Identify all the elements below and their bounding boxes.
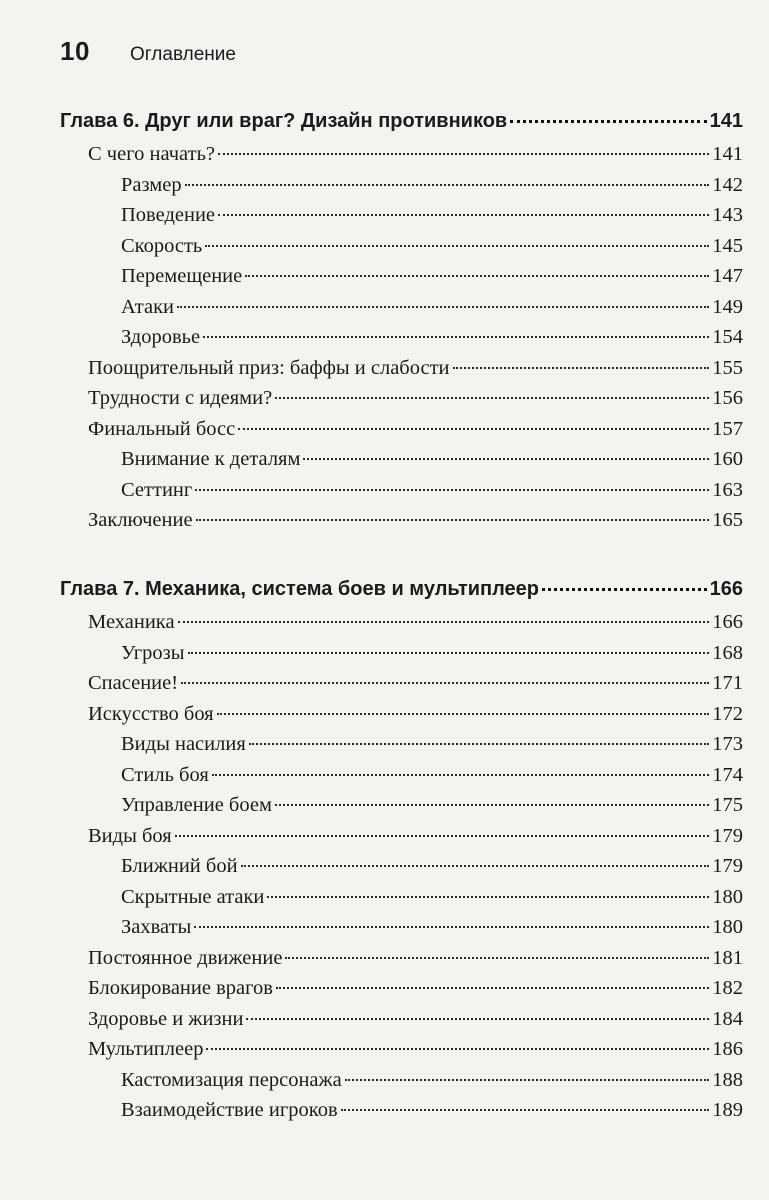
toc-subsection-title: Стиль боя	[121, 763, 209, 786]
chapter-heading-page: 166	[709, 578, 743, 600]
dot-leader	[218, 214, 709, 216]
toc-subsection-title: Внимание к деталям	[121, 448, 301, 470]
dot-leader	[218, 153, 709, 155]
chapter-heading	[60, 110, 743, 140]
toc-section	[88, 387, 743, 417]
toc-subsection-title: Захваты	[121, 916, 192, 938]
toc-subsection-title: Ближний бой	[121, 855, 238, 877]
toc-subsection	[121, 235, 743, 265]
dot-leader	[188, 652, 710, 654]
toc-section-title: Механика	[88, 611, 175, 633]
page-number: 10	[60, 36, 90, 66]
toc-subsection-page: 147	[712, 265, 743, 287]
toc-subsection	[121, 1099, 743, 1129]
toc-subsection-title: Размер	[121, 173, 182, 196]
toc-section-title: Трудности с идеями?	[88, 387, 273, 409]
dot-leader	[345, 1079, 709, 1081]
toc-section	[88, 509, 743, 539]
toc-section	[88, 611, 743, 641]
toc-subsection	[121, 855, 743, 885]
toc-subsection	[121, 733, 743, 763]
toc-section-page: 179	[712, 824, 743, 847]
dot-leader	[341, 1109, 710, 1111]
chapter-heading-page: 141	[709, 110, 743, 132]
dot-leader	[203, 336, 709, 338]
dot-leader	[246, 1018, 709, 1020]
toc-subsection	[121, 174, 743, 204]
toc-subsection-page: 154	[712, 326, 743, 348]
dot-leader	[245, 275, 709, 277]
toc-section-title: Поощрительный приз: баффы и слабости	[88, 356, 450, 379]
dot-leader	[177, 306, 709, 308]
toc-section-title: Постоянное движение	[88, 946, 283, 969]
dot-leader	[178, 621, 710, 623]
toc-section-title: Виды боя	[88, 824, 172, 847]
dot-leader	[181, 682, 709, 684]
toc-subsection-title: Здоровье	[121, 326, 201, 348]
toc-section	[88, 703, 743, 733]
toc-subsection-title: Атаки	[121, 295, 175, 318]
toc-section	[88, 357, 743, 387]
toc-subsection-title: Скорость	[121, 234, 203, 257]
toc-section-title: Искусство боя	[88, 702, 214, 725]
dot-leader	[285, 957, 709, 959]
toc-section-page: 172	[712, 702, 743, 725]
dot-leader	[249, 743, 710, 745]
toc-subsection-title: Виды насилия	[121, 733, 246, 755]
toc-section-title: Мультиплеер	[88, 1038, 204, 1060]
toc-section	[88, 1008, 743, 1038]
toc-section-page: 141	[712, 143, 743, 165]
dot-leader	[510, 120, 706, 123]
toc-section-title: Заключение	[88, 509, 193, 531]
toc-subsection-page: 179	[712, 855, 743, 877]
chapter-heading-title: Глава 7. Механика, система боев и мультиплеер	[60, 578, 540, 600]
dot-leader	[206, 1048, 709, 1050]
dot-leader	[276, 987, 709, 989]
toc-subsection-title: Перемещение	[121, 265, 243, 287]
toc-section-page: 184	[712, 1007, 743, 1030]
dot-leader	[196, 519, 710, 521]
toc-subsection-title: Управление боем	[121, 794, 272, 816]
dot-leader	[205, 245, 709, 247]
toc-subsection-page: 175	[712, 794, 743, 816]
toc-section-page: 171	[712, 672, 743, 694]
toc-subsection-title: Взаимодействие игроков	[121, 1099, 338, 1121]
dot-leader	[275, 397, 709, 399]
dot-leader	[275, 804, 709, 806]
dot-leader	[453, 367, 710, 369]
toc-section	[88, 977, 743, 1007]
dot-leader	[241, 865, 710, 867]
dot-leader	[303, 458, 709, 460]
toc-section	[88, 672, 743, 702]
toc-subsection-page: 143	[712, 204, 743, 226]
toc-subsection	[121, 916, 743, 946]
toc-section-title: Здоровье и жизни	[88, 1007, 244, 1030]
toc-section	[88, 418, 743, 448]
toc-subsection-page: 163	[712, 478, 743, 501]
toc-subsection-title: Угрозы	[121, 641, 185, 664]
dot-leader	[194, 926, 709, 928]
toc-subsection	[121, 1069, 743, 1099]
toc-subsection	[121, 642, 743, 672]
toc-subsection	[121, 764, 743, 794]
toc-section	[88, 825, 743, 855]
dot-leader	[175, 835, 710, 837]
toc-subsection-page: 173	[712, 733, 743, 755]
toc-subsection	[121, 886, 743, 916]
dot-leader	[238, 428, 709, 430]
toc-subsection-title: Скрытные атаки	[121, 885, 265, 908]
toc-subsection	[121, 265, 743, 295]
toc-section	[88, 1038, 743, 1068]
dot-leader	[185, 184, 710, 186]
dot-leader	[267, 896, 709, 898]
toc-subsection-page: 189	[712, 1099, 743, 1121]
toc-section	[88, 947, 743, 977]
toc-subsection	[121, 204, 743, 234]
toc-subsection	[121, 794, 743, 824]
toc-subsection-page: 142	[712, 173, 743, 196]
toc-subsection	[121, 448, 743, 478]
dot-leader	[217, 713, 710, 715]
toc-section-page: 182	[712, 977, 743, 999]
toc-section-title: Блокирование врагов	[88, 977, 273, 999]
toc-subsection-page: 180	[712, 916, 743, 938]
dot-leader	[195, 489, 709, 491]
toc-section-title: С чего начать?	[88, 143, 216, 165]
toc-subsection	[121, 296, 743, 326]
toc-section-page: 181	[712, 946, 743, 969]
chapter-heading	[60, 578, 743, 608]
toc-subsection-page: 188	[712, 1068, 743, 1091]
toc-subsection-page: 160	[712, 448, 743, 470]
page-header	[60, 36, 236, 67]
chapter-heading-title: Глава 6. Друг или враг? Дизайн противников	[60, 110, 508, 132]
toc-subsection-page: 180	[712, 885, 743, 908]
toc-subsection-page: 168	[712, 641, 743, 664]
toc-subsection-title: Сеттинг	[121, 478, 193, 501]
toc-subsection-page: 174	[712, 763, 743, 786]
toc-subsection-page: 149	[712, 295, 743, 318]
dot-leader	[542, 588, 707, 591]
toc-subsection-page: 145	[712, 234, 743, 257]
toc-section-page: 155	[712, 356, 743, 379]
toc-section	[88, 143, 743, 173]
dot-leader	[212, 774, 709, 776]
toc-section-title: Спасение!	[88, 672, 179, 694]
toc-section-page: 156	[712, 387, 743, 409]
toc-subsection	[121, 326, 743, 356]
toc-subsection-title: Поведение	[121, 204, 216, 226]
toc-section-page: 165	[712, 509, 743, 531]
running-title: Оглавление	[130, 44, 236, 65]
toc-section-page: 166	[712, 611, 743, 633]
toc-section-title: Финальный босс	[88, 417, 236, 440]
toc-subsection-title: Кастомизация персонажа	[121, 1068, 342, 1091]
toc-section-page: 157	[712, 417, 743, 440]
toc-section-page: 186	[712, 1038, 743, 1060]
toc-subsection	[121, 479, 743, 509]
